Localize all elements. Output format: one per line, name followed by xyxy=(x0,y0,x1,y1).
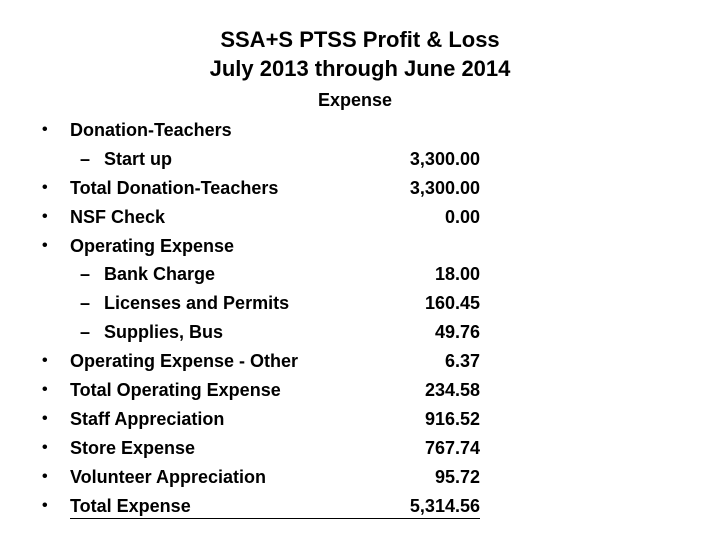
row-total-donation-teachers xyxy=(0,174,720,203)
row-value: 3,300.00 xyxy=(409,148,480,169)
row-value: 5,314.56 xyxy=(409,495,480,516)
row-value: 6.37 xyxy=(444,351,480,372)
row-bank-charge xyxy=(0,260,720,289)
row-label: Licenses and Permits xyxy=(104,293,290,314)
row-operating-expense-other xyxy=(0,347,720,376)
dash-icon: – xyxy=(80,148,91,169)
row-value: 0.00 xyxy=(444,206,480,227)
row-label: Total Expense xyxy=(70,494,480,519)
bullet-icon: • xyxy=(42,467,48,485)
bullet-icon: • xyxy=(42,352,48,370)
dash-icon: – xyxy=(80,293,91,314)
row-value: 916.52 xyxy=(424,408,480,429)
row-label: NSF Check xyxy=(70,206,166,227)
column-header-expense: Expense xyxy=(318,90,393,110)
bullet-icon: • xyxy=(42,409,48,427)
row-staff-appreciation xyxy=(0,405,720,434)
row-label: Operating Expense - Other xyxy=(70,351,299,372)
bullet-icon: • xyxy=(42,207,48,225)
report-date-range: July 2013 through June 2014 xyxy=(209,56,511,81)
bullet-icon: • xyxy=(42,121,48,138)
bullet-icon: • xyxy=(42,381,48,399)
row-nsf-check xyxy=(0,203,720,232)
row-donation-teachers xyxy=(0,116,720,145)
row-label: Total Donation-Teachers xyxy=(70,177,279,198)
row-store-expense xyxy=(0,434,720,463)
row-label: Total Operating Expense xyxy=(70,380,281,401)
row-supplies-bus xyxy=(0,318,720,347)
row-start-up xyxy=(0,145,720,174)
row-value: 234.58 xyxy=(424,380,480,401)
row-licenses-and-permits xyxy=(0,289,720,318)
bullet-icon: • xyxy=(42,496,48,514)
row-label: Bank Charge xyxy=(104,264,216,285)
row-label: Start up xyxy=(104,148,173,169)
row-value: 767.74 xyxy=(424,437,480,458)
expense-list xyxy=(0,116,720,520)
row-label: Store Expense xyxy=(70,437,196,458)
row-value: 95.72 xyxy=(434,466,480,487)
bullet-icon: • xyxy=(42,236,48,254)
bullet-icon: • xyxy=(42,438,48,456)
row-volunteer-appreciation xyxy=(0,463,720,492)
row-operating-expense xyxy=(0,232,720,261)
row-value: 160.45 xyxy=(424,293,480,314)
row-value: 18.00 xyxy=(434,264,480,285)
row-total-operating-expense xyxy=(0,376,720,405)
bullet-icon: • xyxy=(42,178,48,196)
row-total-expense xyxy=(0,492,720,521)
row-value: 49.76 xyxy=(434,322,480,343)
row-label: Supplies, Bus xyxy=(104,322,224,343)
row-label: Donation-Teachers xyxy=(70,120,232,140)
dash-icon: – xyxy=(80,264,91,285)
dash-icon: – xyxy=(80,322,91,343)
row-label: Staff Appreciation xyxy=(70,408,225,429)
row-label: Operating Expense xyxy=(70,235,235,256)
row-value: 3,300.00 xyxy=(409,177,480,198)
report-title: SSA+S PTSS Profit & Loss xyxy=(220,27,500,52)
row-label: Volunteer Appreciation xyxy=(70,466,267,487)
